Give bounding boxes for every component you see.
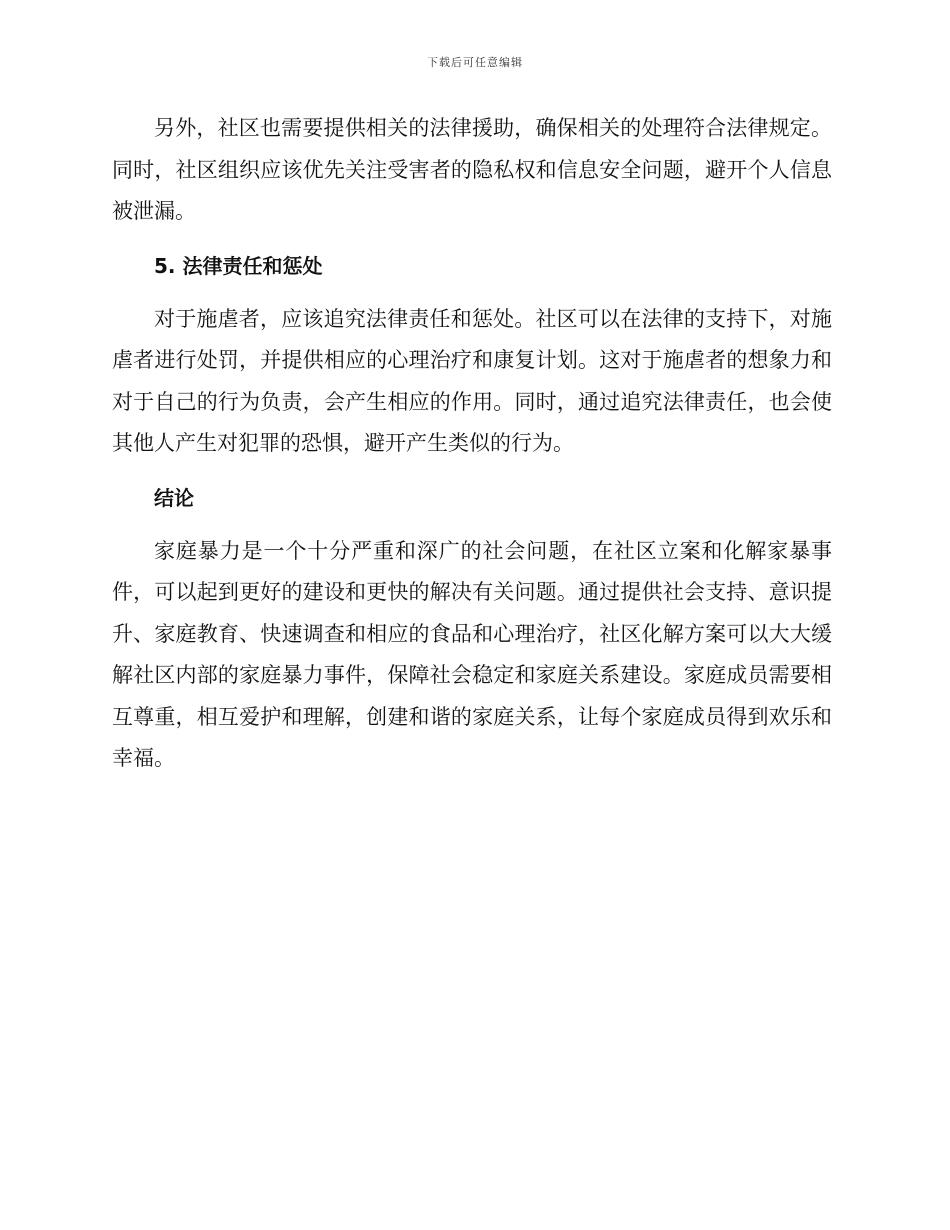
section-heading-conclusion: 结论: [154, 485, 194, 510]
header-note: 下载后可任意编辑: [427, 56, 523, 69]
paragraph-legal-aid: 另外，社区也需要提供相关的法律援助，确保相关的处理符合法律规定。同时，社区组织应该优先关注受害者的隐私权和信息安全问题，避开个人信息被泄漏。: [112, 116, 832, 223]
document-body: [112, 108, 832, 792]
paragraph-legal-liability: 对于施虐者，应该追究法律责任和惩处。社区可以在法律的支持下，对施虐者进行处罚，并提供相应的心理治疗和康复计划。这对于施虐者的想象力和对于自己的行为负责，会产生相应的作用。同时，通过追究法律责任，也会使其他人产生对犯罪的恐惧，避开产生类似的行为。: [112, 306, 832, 455]
paragraph-conclusion: 家庭暴力是一个十分严重和深广的社会问题，在社区立案和化解家暴事件，可以起到更好的建设和更快的解决有关问题。通过提供社会支持、意识提升、家庭教育、快速调查和相应的食品和心理治疗，社区化解方案可以大大缓解社区内部的家庭暴力事件，保障社会稳定和家庭关系建设。家庭成员需要相互尊重，相互爱护和理解，创建和谐的家庭关系，让每个家庭成员得到欢乐和幸福。: [112, 538, 832, 770]
section-heading-legal-liability: 5. 法律责任和惩处: [154, 253, 323, 278]
